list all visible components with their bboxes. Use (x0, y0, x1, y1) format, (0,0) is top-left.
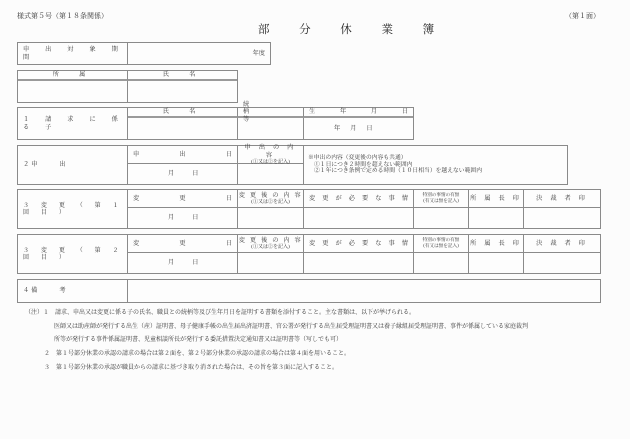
child-relation-header: 続 柄 等 (238, 108, 304, 118)
change-2-approver-seal-header: 決 裁 者 印 (524, 235, 600, 253)
change-2-dept-seal-header: 所 属 長 印 (469, 235, 524, 253)
change-2-date-header: 変 更 日 (128, 235, 238, 253)
change-2-content-header: 変 更 後 の 内 容 (①又は②を記入) (238, 235, 304, 253)
name-header: 氏 名 (128, 71, 237, 81)
change-1-dept-seal-header: 所 属 長 印 (469, 190, 524, 208)
change-1-content-field[interactable] (238, 208, 304, 228)
form-number: 様式第５号（第１８条関係） (17, 12, 108, 20)
application-table (17, 145, 568, 185)
period-table (17, 42, 271, 65)
child-name-header: 氏 名 (128, 108, 238, 118)
change-1-date-header: 変 更 日 (128, 190, 238, 208)
affiliation-field[interactable] (18, 81, 128, 102)
period-field[interactable] (128, 43, 270, 64)
change-2-table (17, 234, 601, 274)
change-1-reason-header: 変 更 が 必 要 な 事 情 (304, 190, 414, 208)
change-2-special-header: 特別の事情の有無 (有又は無を記入) (414, 235, 469, 253)
change-1-reason-field[interactable] (304, 208, 414, 228)
application-label: ２ 申 出 (18, 146, 128, 184)
change-2-special-field[interactable] (414, 253, 469, 273)
page-label: （第１面） (565, 12, 600, 20)
change-1-special-field[interactable] (414, 208, 469, 228)
change-1-table (17, 189, 601, 229)
application-date-field[interactable]: 月 日 (128, 164, 238, 184)
change-2-dept-seal-field[interactable] (469, 253, 524, 273)
footnote-3: ３ 第１号部分休業の承認が職員からの請求に基づき取り消された場合は、その旨を第３面に記入すること。 (44, 364, 339, 371)
child-birth-header: 生 年 月 日 (304, 108, 413, 118)
child-birth-field[interactable]: 年 月 日 (334, 124, 373, 132)
change-1-approver-seal-field[interactable] (524, 208, 600, 228)
change-2-reason-header: 変 更 が 必 要 な 事 情 (304, 235, 414, 253)
change-1-special-header: 特別の事情の有無 (有又は無を記入) (414, 190, 469, 208)
footnote-2: ２ 第１号部分休業の承認の請求の場合は第２面を、第２号部分休業の承認の請求の場合は第４面を用いること。 (44, 350, 351, 357)
change-2-date-field[interactable]: 月 日 (128, 253, 238, 273)
change-1-approver-seal-header: 決 裁 者 印 (524, 190, 600, 208)
change-2-label: ３ 変 更 （ 第 ２ 回 目 ） (18, 235, 128, 273)
footnote-1: （注）１ 請求、申出又は変更に係る子の氏名、職員との続柄等及び生年月日を証明する書類を添付すること。主な書類は、以下が挙げられる。 (25, 309, 416, 316)
change-2-approver-seal-field[interactable] (524, 253, 600, 273)
change-1-date-field[interactable]: 月 日 (128, 208, 238, 228)
change-2-reason-field[interactable] (304, 253, 414, 273)
affiliation-table (17, 70, 238, 103)
name-field[interactable] (128, 81, 237, 102)
affiliation-header: 所 属 (18, 71, 128, 81)
period-label: 申 出 対 象 期 間 (18, 43, 128, 64)
child-label: １ 請 求 に 係 る 子 (18, 108, 128, 139)
application-content-field[interactable] (238, 164, 304, 184)
period-suffix: 年度 (252, 49, 265, 57)
child-table (17, 100, 414, 140)
application-content-header: 申 出 の 内 容 (①又は②を記入) (238, 146, 304, 164)
application-notes: ※申出の内容（変更後の内容も共通） ①１日につき２時間を超えない範囲内 ②１年につき条例で定める時間（１０日相当）を越えない範囲内 (308, 154, 482, 175)
page-title: 部 分 休 業 簿 (258, 22, 448, 36)
application-date-header: 申 出 日 (128, 146, 238, 164)
remarks-table (17, 279, 601, 303)
change-2-content-field[interactable] (238, 253, 304, 273)
remarks-label: ４ 備 考 (18, 280, 128, 302)
footnote-1-line-3: 所等が発行する事件係属証明書、児童相談所長が発行する委託措置決定通知書又は証明書等（写しでも可） (54, 336, 343, 343)
change-1-content-header: 変 更 後 の 内 容 (①又は②を記入) (238, 190, 304, 208)
change-1-label: ３ 変 更 （ 第 １ 回 目 ） (18, 190, 128, 228)
remarks-field[interactable] (128, 280, 600, 302)
child-name-field[interactable] (128, 118, 238, 139)
child-relation-field[interactable] (238, 118, 304, 139)
footnote-1-line-2: 医師又は助産師が発行する出生（産）証明書、母子健康手帳の出生届出済証明書、官公署が発行する出生届受理証明書又は養子縁組届受理証明書、事件が係属している家庭裁判 (54, 323, 529, 330)
change-1-dept-seal-field[interactable] (469, 208, 524, 228)
